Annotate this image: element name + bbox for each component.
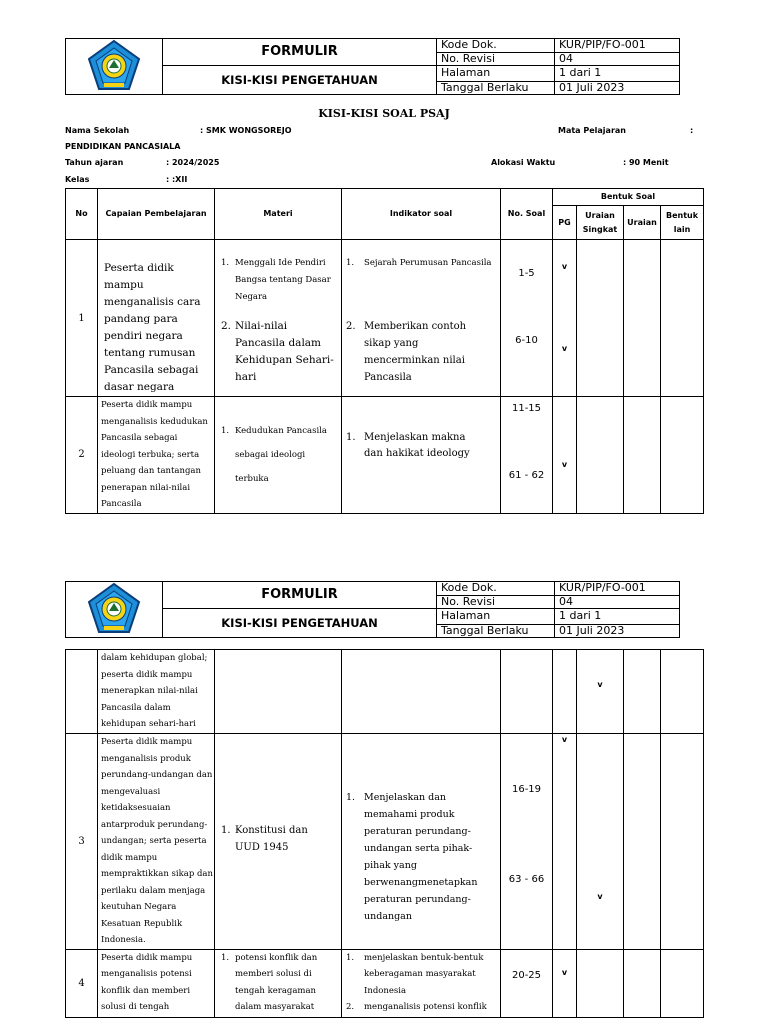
header-value: 01 Juli 2023 xyxy=(555,81,680,95)
uraian-cell xyxy=(624,734,661,950)
uraian-cell xyxy=(624,240,661,397)
school-logo-icon xyxy=(87,582,141,634)
list-number: 2. xyxy=(221,320,232,332)
uraian-singkat-cell xyxy=(577,650,624,734)
list-number: 1. xyxy=(346,952,355,963)
cp-cell xyxy=(98,949,215,1017)
list-number: 1. xyxy=(221,952,230,963)
header-table-page1 xyxy=(65,38,680,95)
list-number: 1. xyxy=(346,432,356,443)
form-subtitle: KISI-KISI PENGETAHUAN xyxy=(163,609,437,638)
school-logo-cell xyxy=(66,582,163,638)
academic-year-label: Tahun ajaran xyxy=(65,158,124,167)
header-value: 1 dari 1 xyxy=(555,609,680,625)
list-text: Memberikan contoh sikap yang mencerminkan nilai Pancasila xyxy=(364,321,467,383)
question-range: 61 - 62 xyxy=(508,470,545,481)
check-mark: v xyxy=(561,967,568,977)
pg-cell xyxy=(553,734,577,950)
subject-value: PENDIDIKAN PANCASIALA xyxy=(65,142,181,151)
document-title: KISI-KISI SOAL PSAJ xyxy=(318,107,450,120)
time-allocation-label: Alokasi Waktu xyxy=(491,158,556,167)
question-range: 6-10 xyxy=(515,335,538,346)
list-text: Menjelaskan dan memahami produk peraturan perundang-undangan serta pihak-pihak yang berwenangmenetapkan peraturan perundang-undangan xyxy=(364,792,478,922)
pg-cell xyxy=(553,397,577,514)
header-key: Kode Dok. xyxy=(437,39,555,53)
uraian-cell xyxy=(624,949,661,1017)
indikator-cell xyxy=(342,397,501,514)
col-header-bentuk-lain xyxy=(661,206,704,240)
question-range: 16-19 xyxy=(511,784,542,795)
cp-text: dalam kehidupan global; peserta didik mampu menerapkan nilai-nilai Pancasila dalam kehidupan sehari-hari xyxy=(101,653,208,729)
header-value: 04 xyxy=(555,52,680,66)
list-number: 1. xyxy=(221,258,230,268)
list-number: 2. xyxy=(346,321,356,332)
header-key: Halaman xyxy=(437,609,555,625)
bentuk-lain-cell xyxy=(661,949,704,1017)
col-header-text: Bentuk xyxy=(665,210,699,220)
col-header-text: Singkat xyxy=(582,224,618,234)
row-number: 3 xyxy=(66,734,98,950)
list-text: Menjelaskan makna dan hakikat ideology xyxy=(364,432,470,459)
list-item xyxy=(346,318,486,386)
uraian-cell xyxy=(624,650,661,734)
kisi-kisi-table-page1 xyxy=(65,188,704,514)
header-value: 1 dari 1 xyxy=(555,66,680,82)
list-number: 1. xyxy=(346,792,356,803)
check-mark: v xyxy=(561,460,568,469)
col-header-bentuk-soal: Bentuk Soal xyxy=(553,189,704,206)
school-name-value: : SMK WONGSOREJO xyxy=(200,126,292,135)
row-number xyxy=(66,650,98,734)
list-item xyxy=(221,255,331,306)
check-mark: v xyxy=(561,735,568,744)
uraian-singkat-cell xyxy=(577,240,624,397)
list-item xyxy=(221,419,337,491)
time-allocation-value: : 90 Menit xyxy=(623,158,669,167)
col-header-no: No xyxy=(66,189,98,240)
indikator-cell xyxy=(342,734,501,950)
cp-cell xyxy=(98,734,215,950)
materi-cell xyxy=(215,949,342,1017)
check-mark: v xyxy=(561,262,568,271)
list-item xyxy=(221,318,335,386)
list-text: Konstitusi dan UUD 1945 xyxy=(235,825,308,853)
subject-label: Mata Pelajaran xyxy=(558,126,626,135)
school-logo-cell xyxy=(66,39,163,95)
form-title: FORMULIR xyxy=(163,39,437,66)
subject-colon: : xyxy=(690,126,694,135)
header-value: KUR/PIP/FO-001 xyxy=(555,39,680,53)
indikator-cell xyxy=(342,650,501,734)
list-number: 2. xyxy=(346,1001,355,1012)
header-key: Kode Dok. xyxy=(437,582,555,596)
pg-cell xyxy=(553,240,577,397)
list-text: potensi konflik dan memberi solusi di tengah keragaman dalam masyarakat xyxy=(235,952,318,1012)
uraian-singkat-cell xyxy=(577,397,624,514)
col-header-indikator: Indikator soal xyxy=(342,189,501,240)
uraian-cell xyxy=(624,397,661,514)
header-table-page2 xyxy=(65,581,680,638)
bentuk-lain-cell xyxy=(661,397,704,514)
list-item xyxy=(346,255,496,271)
bentuk-lain-cell xyxy=(661,650,704,734)
academic-year-value: : 2024/2025 xyxy=(166,158,220,167)
col-header-pg: PG xyxy=(553,206,577,240)
header-key: Tanggal Berlaku xyxy=(437,624,555,638)
question-range: 20-25 xyxy=(511,969,542,981)
row-number: 2 xyxy=(66,397,98,514)
list-text: Nilai-nilai Pancasila dalam Kehidupan Sehari-hari xyxy=(235,320,334,383)
school-logo-icon xyxy=(87,39,141,91)
no-soal-cell xyxy=(501,240,553,397)
col-header-cp: Capaian Pembelajaran xyxy=(98,189,215,240)
no-soal-cell xyxy=(501,734,553,950)
no-soal-cell xyxy=(501,949,553,1017)
question-range: 11-15 xyxy=(511,403,542,414)
materi-cell xyxy=(215,650,342,734)
materi-cell xyxy=(215,397,342,514)
col-header-text: Uraian xyxy=(585,210,615,220)
form-subtitle: KISI-KISI PENGETAHUAN xyxy=(163,66,437,95)
cp-text: Peserta didik mampu menganalisis produk perundang-undangan dan mengevaluasi ketidaksesuaian antarproduk perundang-undangan; serta peserta didik mampu mempraktikkan sikap dan perilaku dalam menjaga keutuhan Negara Kesatuan Republik Indonesia. xyxy=(101,737,213,945)
table-row xyxy=(66,949,704,1017)
cp-cell xyxy=(98,650,215,734)
list-text: Menggali Ide Pendiri Bangsa tentang Dasar Negara xyxy=(235,258,331,302)
list-text: Kedudukan Pancasila sebagai ideologi terbuka xyxy=(235,426,327,484)
col-header-uraian: Uraian xyxy=(624,206,661,240)
col-header-text: lain xyxy=(673,224,691,234)
check-mark: v xyxy=(561,344,568,353)
question-range: 1-5 xyxy=(518,268,535,279)
col-header-no-soal: No. Soal xyxy=(501,189,553,240)
school-name-label: Nama Sekolah xyxy=(65,126,130,135)
uraian-singkat-cell xyxy=(577,949,624,1017)
indikator-cell xyxy=(342,949,501,1017)
no-soal-cell xyxy=(501,650,553,734)
header-value: 04 xyxy=(555,595,680,609)
check-mark: v xyxy=(597,680,603,689)
list-number: 1. xyxy=(221,426,230,436)
col-header-materi: Materi xyxy=(215,189,342,240)
table-row xyxy=(66,240,704,397)
header-key: Tanggal Berlaku xyxy=(437,81,555,95)
cp-text: Peserta didik mampu menganalisis cara pandang para pendiri negara tentang rumusan Pancasila sebagai dasar negara xyxy=(104,262,201,393)
cp-text: Peserta didik mampu menganalisis potensi konflik dan memberi solusi di tengah xyxy=(101,952,193,1012)
bentuk-lain-cell xyxy=(661,240,704,397)
header-value: KUR/PIP/FO-001 xyxy=(555,582,680,596)
col-header-uraian-singkat xyxy=(577,206,624,240)
list-item xyxy=(221,822,331,856)
header-key: No. Revisi xyxy=(437,595,555,609)
cp-cell xyxy=(98,240,215,397)
list-number: 1. xyxy=(221,825,231,836)
list-item xyxy=(346,789,494,925)
class-label: Kelas xyxy=(65,175,90,184)
pg-cell xyxy=(553,949,577,1017)
materi-cell xyxy=(215,240,342,397)
class-value: : :XII xyxy=(166,175,188,184)
list-text: menjelaskan bentuk-bentuk keberagaman masyarakat Indonesia xyxy=(364,952,484,996)
list-item xyxy=(346,950,490,1000)
uraian-singkat-cell xyxy=(577,734,624,950)
bentuk-lain-cell xyxy=(661,734,704,950)
header-value: 01 Juli 2023 xyxy=(555,624,680,638)
list-number: 1. xyxy=(346,258,355,268)
list-text: menganalisis potensi konflik xyxy=(364,1001,487,1012)
cp-cell xyxy=(98,397,215,514)
table-row xyxy=(66,650,704,734)
table-row xyxy=(66,397,704,514)
pg-cell xyxy=(553,650,577,734)
list-text: Sejarah Perumusan Pancasila xyxy=(364,258,492,268)
kisi-kisi-table-page2 xyxy=(65,649,704,1018)
question-range: 63 - 66 xyxy=(508,874,545,885)
header-key: No. Revisi xyxy=(437,52,555,66)
list-item xyxy=(346,999,496,1016)
no-soal-cell xyxy=(501,397,553,514)
header-key: Halaman xyxy=(437,66,555,82)
list-item xyxy=(346,430,480,462)
row-number: 1 xyxy=(66,240,98,397)
table-row xyxy=(66,734,704,950)
cp-text: Peserta didik mampu menganalisis kedudukan Pancasila sebagai ideologi terbuka; serta peluang dan tantangan penerapan nilai-nilai Pancasila xyxy=(101,400,208,509)
row-number: 4 xyxy=(66,949,98,1017)
materi-cell xyxy=(215,734,342,950)
indikator-cell xyxy=(342,240,501,397)
list-item xyxy=(221,950,337,1016)
form-title: FORMULIR xyxy=(163,582,437,609)
check-mark: v xyxy=(597,892,603,901)
